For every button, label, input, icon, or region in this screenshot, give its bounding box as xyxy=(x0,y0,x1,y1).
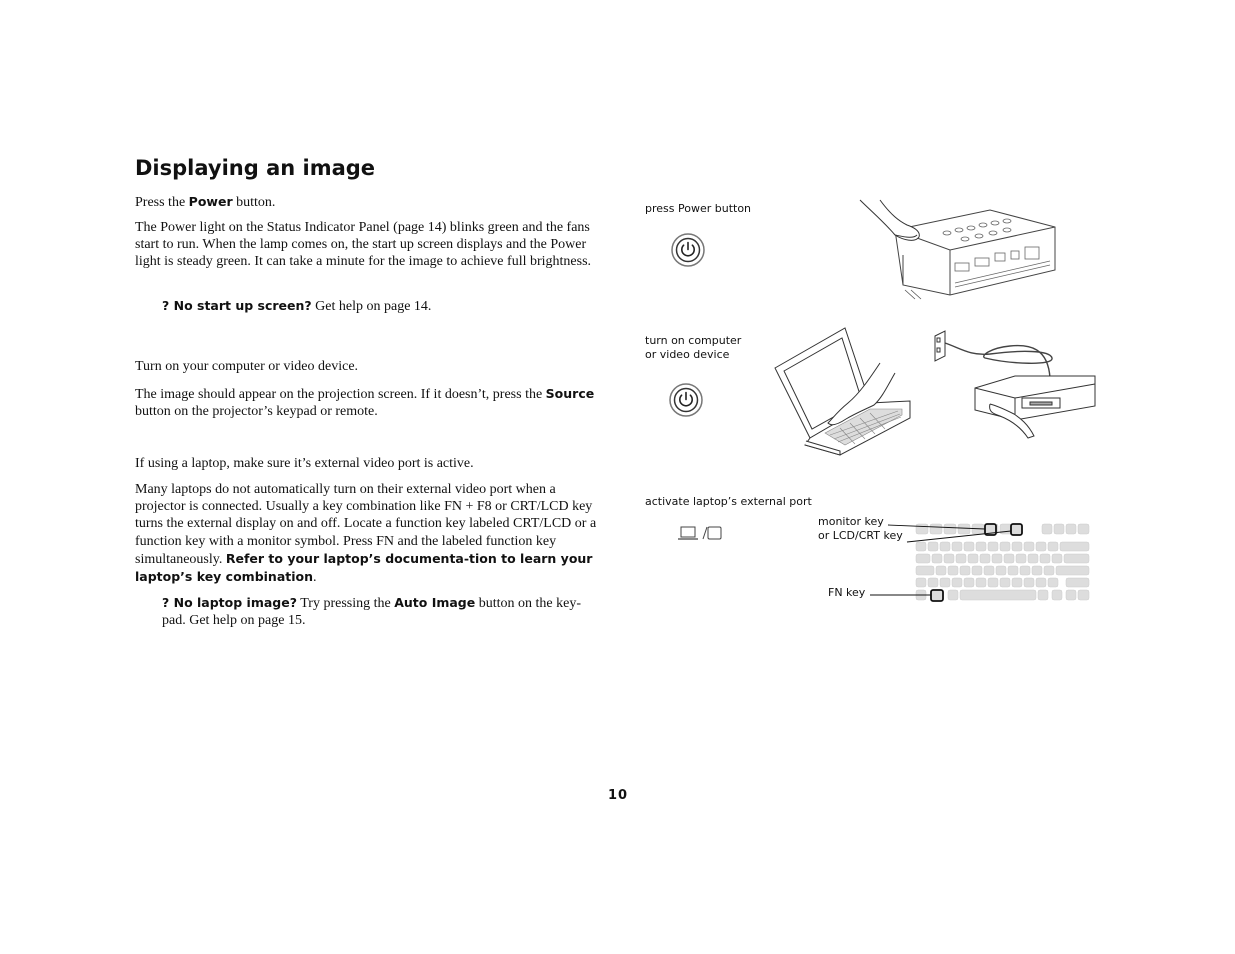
step1-instruction xyxy=(135,193,605,211)
step1-tip-text: Get help on page 14. xyxy=(311,299,432,314)
caption-monitor-key-1: monitor key xyxy=(818,515,884,528)
step3-intro: If using a laptop, make sure it’s external video port is active. xyxy=(135,456,474,471)
step2-body xyxy=(135,385,605,420)
laptop-illustration xyxy=(770,323,915,458)
page-title: Displaying an image xyxy=(135,156,376,180)
power-icon xyxy=(670,232,706,268)
step1-press-prefix: Press the xyxy=(135,195,189,210)
step1-press-suffix: button. xyxy=(232,195,276,210)
step1-tip xyxy=(162,297,602,315)
power-icon-computer xyxy=(668,382,704,418)
auto-image-bold: Auto Image xyxy=(394,595,476,610)
step2-intro: Turn on your computer or video device. xyxy=(135,359,359,374)
caption-activate-port: activate laptop’s external port xyxy=(645,495,812,508)
video-device-illustration xyxy=(930,328,1100,438)
power-bold: Power xyxy=(188,194,233,209)
projector-illustration xyxy=(855,195,1060,305)
keyboard-illustration xyxy=(880,520,1095,605)
caption-press-power: press Power button xyxy=(645,202,752,215)
step3-body-bold: Refer to your laptop’s documenta-tion to learn your laptop’s key combination xyxy=(135,550,593,585)
step3-tip-suffix: button on the key-pad. Get help on page 15. xyxy=(162,596,581,629)
caption-fn-key: FN key xyxy=(828,586,866,599)
step2-body-suffix: button on the projector’s keypad or remote. xyxy=(135,404,378,420)
step3-tip xyxy=(162,594,602,629)
lcd-crt-key-highlight xyxy=(1011,524,1022,535)
step3-tip-mid: Try pressing the xyxy=(296,596,395,611)
step1-body: The Power light on the Status Indicator Panel (page 14) blinks green and the fans start to run. When the lamp comes on, the start up screen displays and the Power light is steady green. It can take a minute for the image to achieve full brightness. xyxy=(135,220,592,270)
step3-tip-bold: ? No laptop image? xyxy=(162,595,297,610)
source-bold: Source xyxy=(545,386,595,401)
caption-turn-on-2: or video device xyxy=(645,348,730,361)
step3-body xyxy=(135,481,605,586)
page-number: 10 xyxy=(607,788,629,803)
caption-turn-on-1: turn on computer xyxy=(645,334,742,347)
step1-tip-bold: ? No start up screen? xyxy=(162,298,312,313)
step3-body-suffix: . xyxy=(313,570,317,586)
step2-body-prefix: The image should appear on the projection screen. If it doesn’t, press the xyxy=(135,387,546,402)
step3-body-prefix: Many laptops do not automatically turn on their external video port when a projector is connected. Usually a key combination like FN + F8 or CRT/LCD key turns the external display on and off. Locate a function key labeled CRT/LCD or a function key with a monitor symbol. Press FN and the labeled function key simultaneously. xyxy=(135,482,597,567)
fn-key-highlight xyxy=(931,590,943,601)
laptop-monitor-icon xyxy=(678,525,724,543)
caption-monitor-key-2: or LCD/CRT key xyxy=(818,529,903,542)
